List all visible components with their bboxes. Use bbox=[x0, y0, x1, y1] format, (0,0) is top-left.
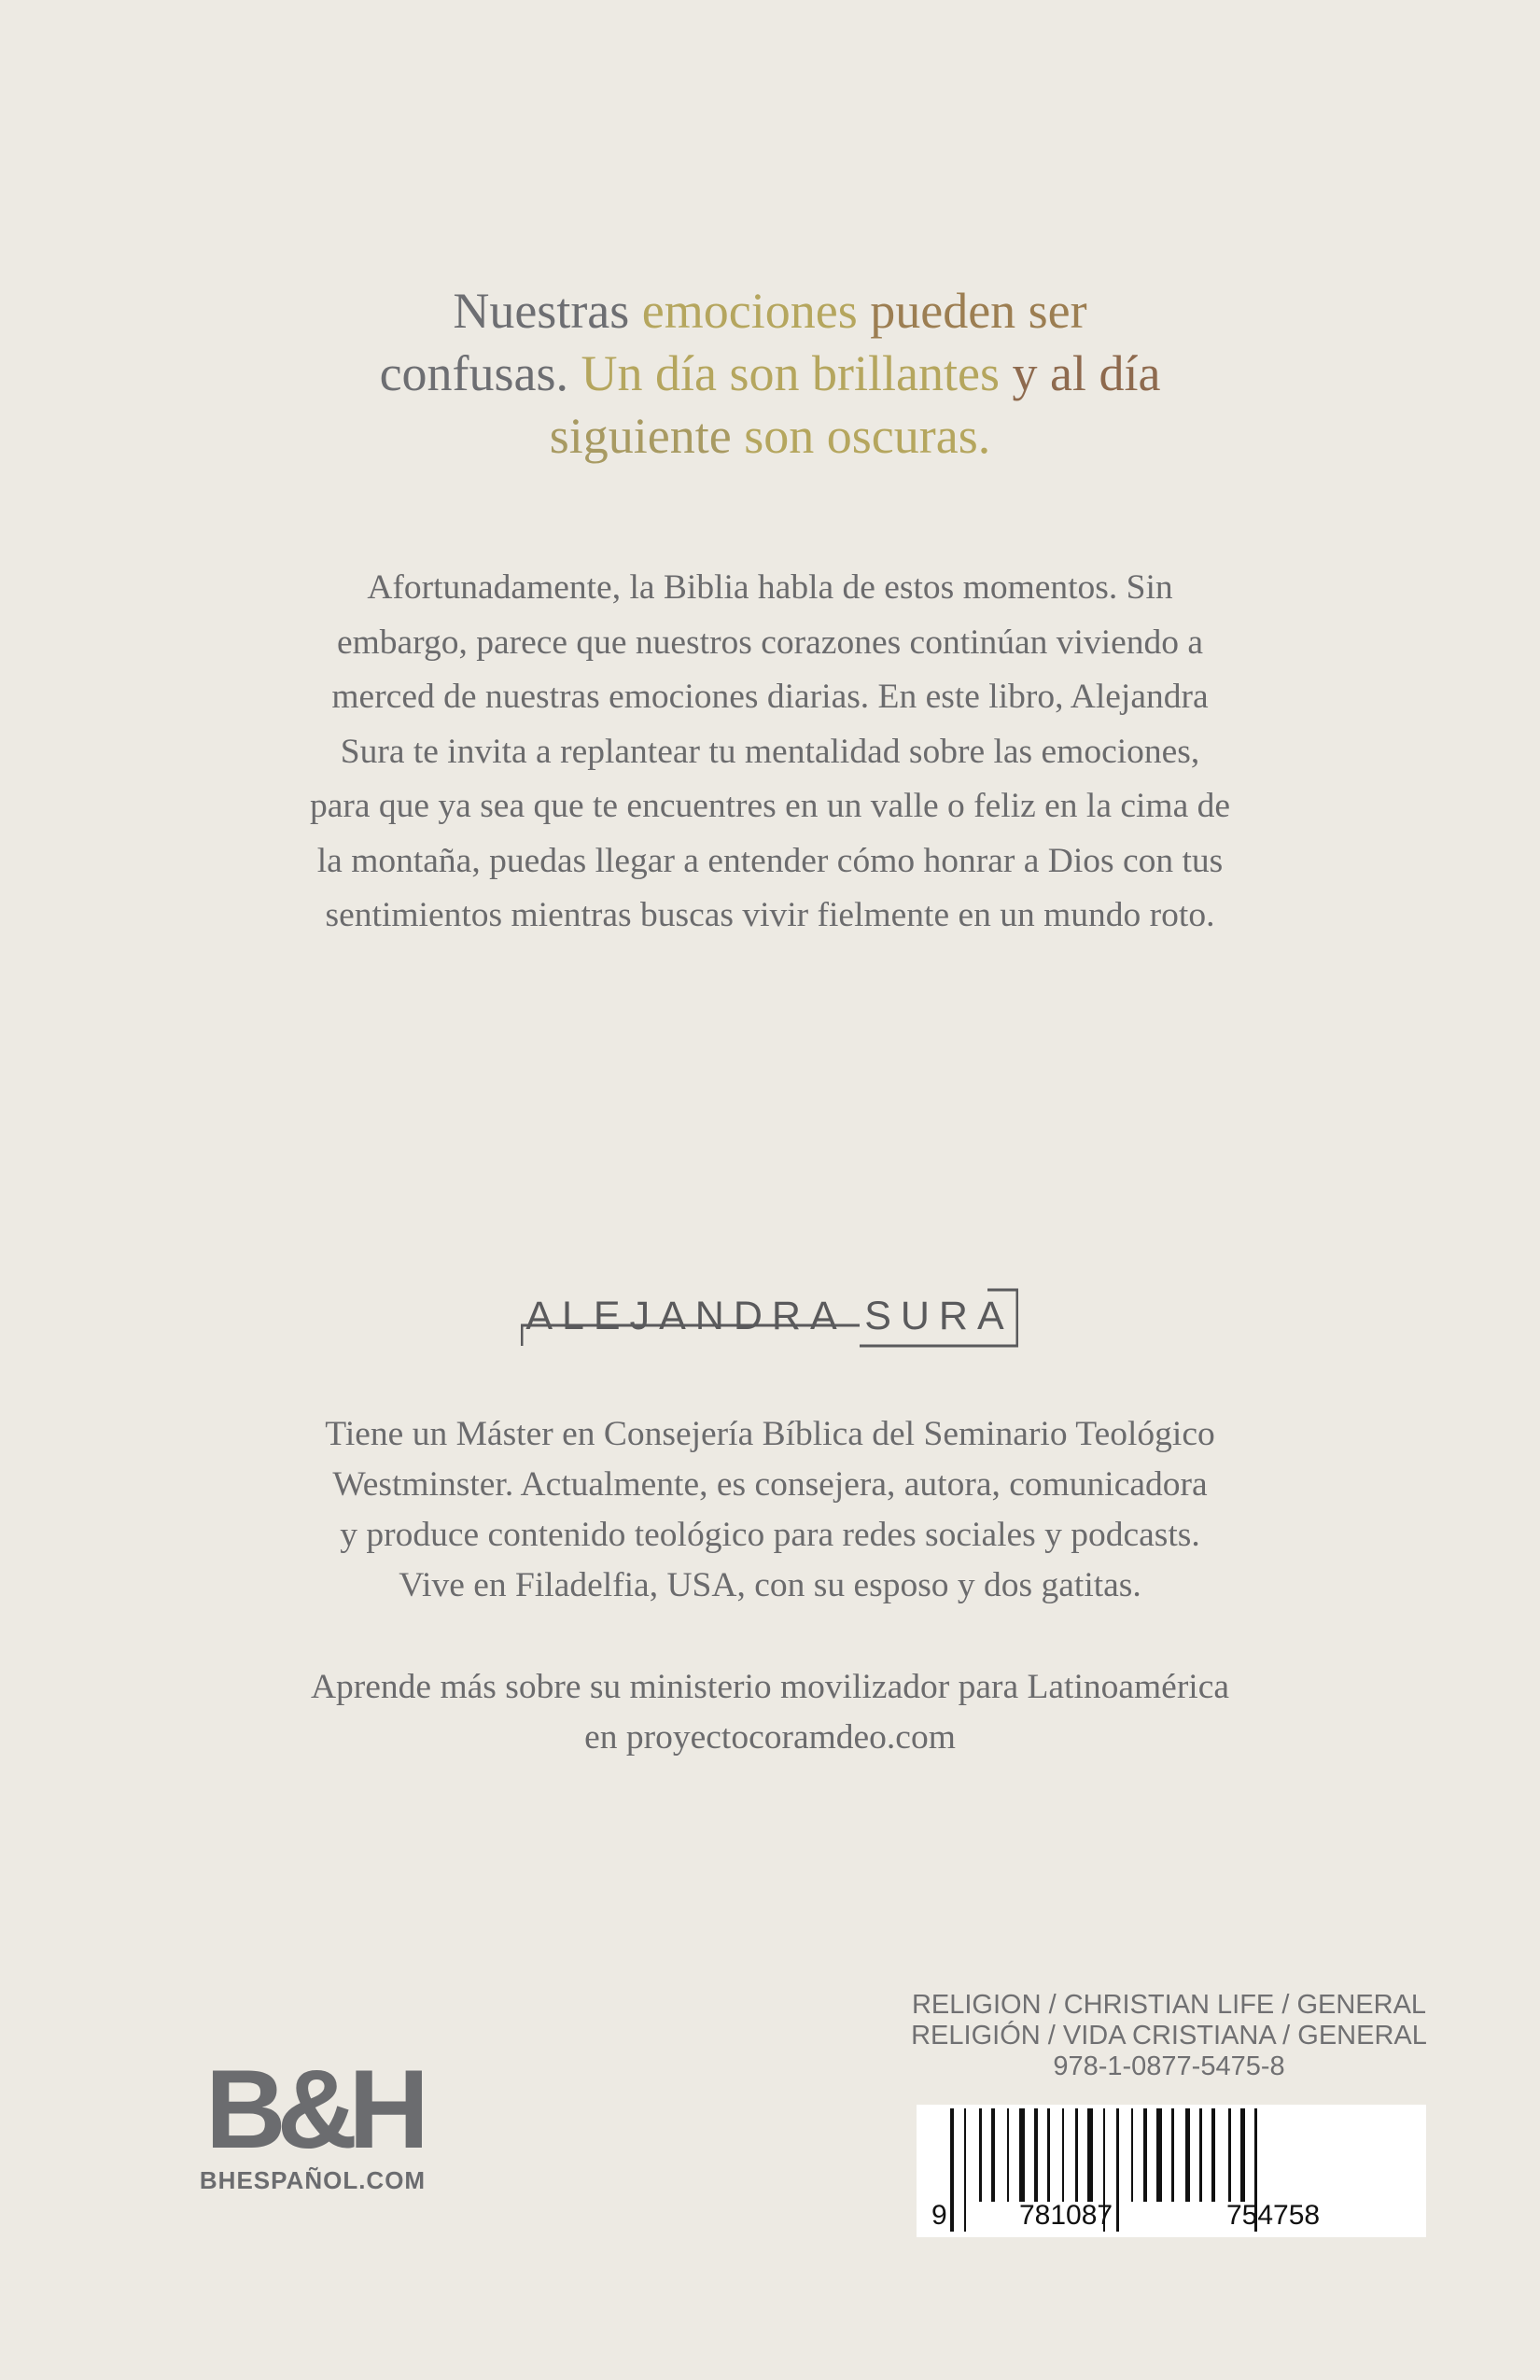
bio-line: Tiene un Máster en Consejería Bíblica del Seminario Teológico bbox=[325, 1415, 1215, 1453]
blurb-line: para que ya sea que te encuentres en un valle o feliz en la cima de bbox=[310, 787, 1230, 825]
blurb-line: merced de nuestras emociones diarias. En este libro, Alejandra bbox=[331, 678, 1209, 716]
barcode-bar bbox=[1131, 2108, 1133, 2202]
headline-segment: emociones bbox=[641, 283, 871, 339]
author-bio bbox=[215, 1409, 1325, 1611]
headline-segment: Un día son brillantes bbox=[581, 345, 1013, 401]
category-english: RELIGION / CHRISTIAN LIFE / GENERAL bbox=[911, 1990, 1427, 2020]
barcode-bar bbox=[1075, 2108, 1078, 2202]
barcode-bar bbox=[1185, 2108, 1190, 2202]
ministry-line: en proyectocoramdeo.com bbox=[584, 1718, 956, 1757]
barcode bbox=[917, 2105, 1426, 2237]
isbn: 978-1-0877-5475-8 bbox=[1053, 2051, 1285, 2081]
barcode-bar bbox=[1062, 2108, 1064, 2202]
ministry-line: Aprende más sobre su ministerio movilizador para Latinoamérica bbox=[310, 1668, 1230, 1706]
barcode-bar bbox=[1007, 2108, 1009, 2202]
publisher-url: BHESPAÑOL.COM bbox=[199, 2166, 427, 2194]
author-heading bbox=[521, 1288, 1018, 1348]
barcode-bar bbox=[1034, 2108, 1038, 2202]
barcode-bar bbox=[1156, 2108, 1162, 2202]
bio-line: y produce contenido teológico para redes sociales y podcasts. bbox=[340, 1516, 1200, 1554]
barcode-digits bbox=[917, 2200, 1426, 2233]
barcode-group2: 754758 bbox=[1226, 2200, 1321, 2231]
barcode-group1: 781087 bbox=[1019, 2200, 1113, 2231]
barcode-bar bbox=[1171, 2108, 1174, 2202]
author-name: ALEJANDRA SURA bbox=[525, 1294, 1014, 1338]
barcode-bar bbox=[1047, 2108, 1050, 2202]
barcode-prefix: 9 bbox=[931, 2200, 947, 2231]
barcode-bar bbox=[1228, 2108, 1231, 2202]
headline-segment: confusas. bbox=[379, 345, 581, 401]
blurb-line: Afortunadamente, la Biblia habla de estos momentos. Sin bbox=[367, 568, 1173, 607]
blurb-line: la montaña, puedas llegar a entender cómo honrar a Dios con tus bbox=[316, 841, 1224, 880]
publisher-mark: B&H bbox=[205, 2047, 420, 2172]
headline-segment: y al día bbox=[1012, 345, 1161, 401]
bio-line: Westminster. Actualmente, es consejera, autora, comunicadora bbox=[332, 1465, 1208, 1504]
barcode-bar bbox=[1143, 2108, 1147, 2202]
headline bbox=[280, 280, 1260, 468]
bio-line: Vive en Filadelfia, USA, con su esposo y dos gatitas. bbox=[399, 1566, 1141, 1604]
category-block bbox=[896, 1990, 1442, 2082]
barcode-bar bbox=[1211, 2108, 1215, 2202]
barcode-bar bbox=[1199, 2108, 1202, 2202]
category-spanish: RELIGIÓN / VIDA CRISTIANA / GENERAL bbox=[911, 2021, 1427, 2051]
blurb-line: Sura te invita a replantear tu mentalidad sobre las emociones, bbox=[340, 732, 1200, 771]
headline-segment: Nuestras bbox=[453, 283, 642, 339]
headline-segment: pueden ser bbox=[870, 283, 1087, 339]
barcode-bar bbox=[1019, 2108, 1025, 2202]
barcode-bar bbox=[979, 2108, 982, 2202]
blurb-line: sentimientos mientras buscas vivir fielmente en un mundo roto. bbox=[325, 896, 1215, 934]
barcode-bar bbox=[991, 2108, 995, 2202]
barcode-bar bbox=[1087, 2108, 1093, 2202]
blurb bbox=[215, 561, 1325, 944]
blurb-line: embargo, parece que nuestros corazones continúan viviendo a bbox=[336, 623, 1204, 662]
barcode-bar bbox=[1240, 2108, 1245, 2202]
ministry-note bbox=[215, 1662, 1325, 1763]
headline-segment: son oscuras. bbox=[744, 408, 991, 464]
publisher-logo bbox=[191, 2047, 434, 2194]
headline-segment: siguiente bbox=[549, 408, 745, 464]
